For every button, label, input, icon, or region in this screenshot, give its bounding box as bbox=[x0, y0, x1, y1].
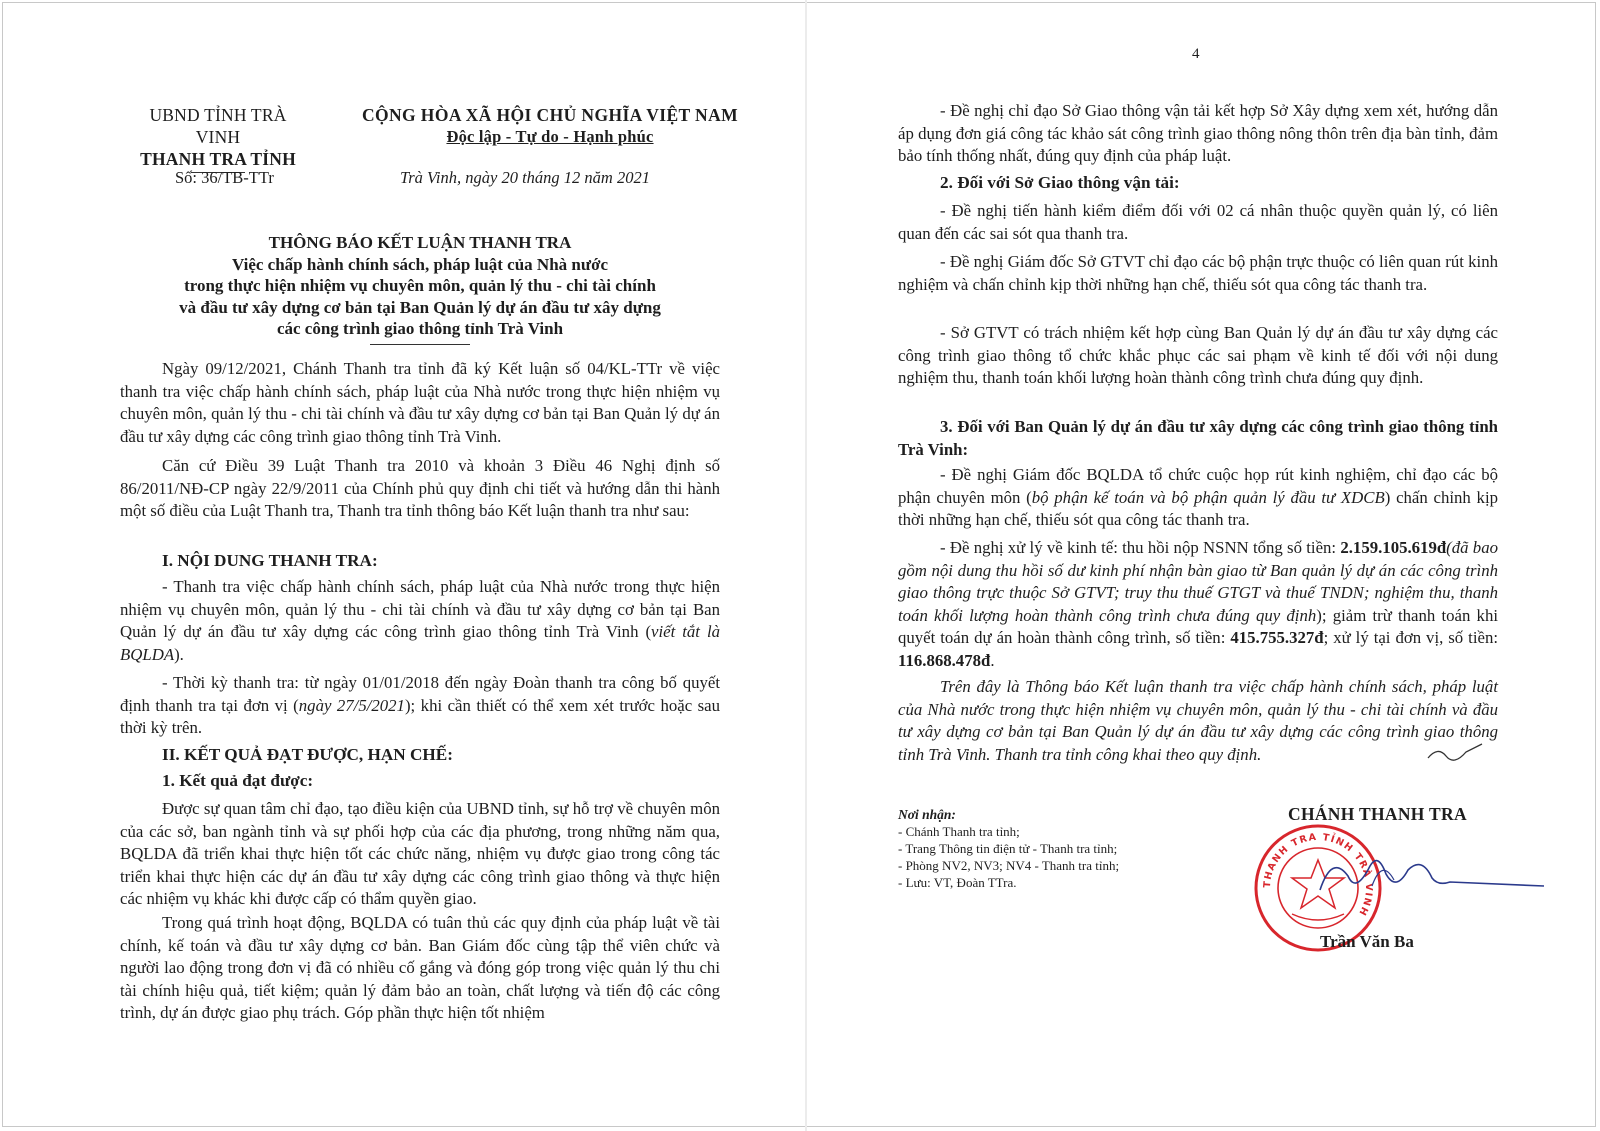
section2-subheading: 1. Kết quả đạt được: bbox=[162, 771, 314, 790]
signer-title: CHÁNH THANH TRA bbox=[1288, 804, 1467, 824]
p6-text-c: ; xử lý tại đơn vị, số tiền: bbox=[1323, 628, 1498, 648]
signer-name: Trần Văn Ba bbox=[1320, 932, 1414, 951]
doc-number: Số: 36/TB-TTr bbox=[175, 168, 274, 187]
section1-paragraph-2 bbox=[120, 672, 720, 740]
initial-mark-icon bbox=[1426, 740, 1486, 766]
p6-text-b: ); giảm trừ thanh toán khi quyết toán dự án hoàn thành công trình, số tiền: bbox=[898, 605, 1498, 648]
section2-paragraph-1: Được sự quan tâm chỉ đạo, tạo điều kiện của UBND tỉnh, sự hỗ trợ về chuyên môn của các sở, ban ngành tỉnh và sự phối hợp của các địa phương, trong những năm qua, BQLDA đã triển khai thực hiện tốt các chức năng, nhiệm vụ được giao trong công tác triển khai thực hiện các dự án đầu tư xây dựng các công trình giao thông và thực hiện các nhiệm vụ khác khi được cấp có thẩm quyền giao. bbox=[120, 799, 720, 909]
title-sub3: và đầu tư xây dựng cơ bản tại Ban Quản lý dự án đầu tư xây dựng bbox=[179, 297, 661, 317]
closing-paragraph: Trên đây là Thông báo Kết luận thanh tra việc chấp hành chính sách, pháp luật của Nhà nước trong thực hiện nhiệm vụ chuyên môn, quản lý thu - chi tài chính và đầu tư xây dựng cơ bản tại Ban Quản lý dự án đầu tư xây dựng các công trình giao thông tỉnh Trà Vinh. Thanh tra tỉnh công khai theo quy định. bbox=[898, 677, 1498, 764]
amount-onsite: 116.868.478đ bbox=[898, 650, 991, 670]
section1-p2-end: ); khi cần thiết có thể xem xét trước hoặc sau thời kỳ trên. bbox=[120, 695, 721, 738]
recipient-1: - Chánh Thanh tra tỉnh; bbox=[898, 824, 1020, 839]
section1-p2-italic: ngày 27/5/2021 bbox=[298, 695, 405, 715]
right-paragraph-1: - Đề nghị chỉ đạo Sở Giao thông vận tải kết hợp Sở Xây dựng xem xét, hướng dẫn áp dụng đơn giá công tác khảo sát công trình giao thông nông thôn trên địa bàn tỉnh, đảm bảo tính thống nhất, đúng quy định của pháp luật. bbox=[898, 101, 1498, 166]
right-paragraph-2: - Đề nghị tiến hành kiểm điểm đối với 02 cá nhân thuộc quyền quản lý, có liên quan đến các sai sót qua thanh tra. bbox=[898, 201, 1498, 243]
right-page bbox=[800, 0, 1600, 1131]
title-sub4: các công trình giao thông tỉnh Trà Vinh bbox=[276, 319, 564, 338]
nation-line2 bbox=[340, 126, 760, 148]
title-sub1: Việc chấp hành chính sách, pháp luật của Nhà nước bbox=[231, 254, 609, 274]
section1-paragraph-1 bbox=[120, 576, 720, 666]
issuer-line2: THANH TRA TỈNH bbox=[140, 149, 296, 169]
intro-paragraph-1: Ngày 09/12/2021, Chánh Thanh tra tỉnh đã ký Kết luận số 04/KL-TTr về việc thanh tra việc chấp hành chính sách, pháp luật của Nhà nước trong thực hiện nhiệm vụ chuyên môn, quản lý thu - chi tài chính và đầu tư xây dựng cơ bản tại Ban Quản lý dự án đầu tư xây dựng các công trình giao thông tỉnh Trà Vinh. bbox=[120, 359, 720, 446]
seal-text: THANH TRA TỈNH TRÀ VINH bbox=[1261, 831, 1375, 919]
intro-paragraph-2: Căn cứ Điều 39 Luật Thanh tra 2010 và khoản 3 Điều 46 Nghị định số 86/2011/NĐ-CP ngày 22/9/2011 của Chính phủ quy định chi tiết và hướng dẫn thi hành một số điều của Luật Thanh tra, Thanh tra tỉnh thông báo Kết luận thanh tra như sau: bbox=[120, 456, 720, 521]
recipients-title: Nơi nhận: bbox=[898, 807, 956, 822]
recipients-block bbox=[898, 806, 1228, 891]
title-main: THÔNG BÁO KẾT LUẬN THANH TRA bbox=[268, 233, 572, 252]
p6-text-d: . bbox=[990, 650, 995, 670]
section1-p1-end: ). bbox=[174, 644, 184, 664]
amount-recovery: 2.159.105.619đ bbox=[1340, 538, 1447, 557]
p6-text-a: - Đề nghị xử lý về kinh tế: thu hồi nộp NSNN tổng số tiền: bbox=[940, 538, 1341, 557]
p5-end: ) chấn chỉnh kịp thời những hạn chế, thiếu sót qua công tác thanh tra. bbox=[898, 487, 1498, 530]
title-sub2: trong thực hiện nhiệm vụ chuyên môn, quản lý thu - chi tài chính bbox=[184, 276, 656, 295]
place-date: Trà Vinh, ngày 20 tháng 12 năm 2021 bbox=[400, 168, 650, 187]
section1-p1-italic: viết tắt là BQLDA bbox=[120, 622, 721, 664]
heading-2: 2. Đối với Sở Giao thông vận tải: bbox=[940, 173, 1180, 192]
national-header bbox=[340, 104, 760, 148]
section1-p1-text: - Thanh tra việc chấp hành chính sách, pháp luật của Nhà nước trong thực hiện nhiệm vụ chuyên môn, quản lý thu - chi tài chính và đầu tư xây dựng cơ bản tại Ban Quản lý dự án đầu tư xây dựng các công trình giao thông tỉnh Trà Vinh ( bbox=[120, 577, 720, 642]
section2-heading: II. KẾT QUẢ ĐẠT ĐƯỢC, HẠN CHẾ: bbox=[162, 745, 453, 764]
motto: Độc lập - Tự do - Hạnh phúc bbox=[446, 127, 654, 146]
recipient-3: - Phòng NV2, NV3; NV4 - Thanh tra tỉnh; bbox=[898, 858, 1120, 873]
nation-line1: CỘNG HÒA XÃ HỘI CHỦ NGHĨA VIỆT NAM bbox=[361, 105, 739, 125]
issuer-line1: UBND TỈNH TRÀ VINH bbox=[149, 105, 287, 147]
section1-p2-text: - Thời kỳ thanh tra: từ ngày 01/01/2018 đến ngày Đoàn thanh tra công bố quyết định thanh tra tại đơn vị ( bbox=[120, 673, 720, 715]
p5-italic: bộ phận kế toán và bộ phận quản lý đầu tư XDCB bbox=[1031, 487, 1385, 507]
right-paragraph-4: - Sở GTVT có trách nhiệm kết hợp cùng Ban Quản lý dự án đầu tư xây dựng các công trình giao thông tổ chức khắc phục các sai phạm về kinh tế đối với nội dung nghiệm thu, thanh toán khối lượng hoàn thành công trình chưa đúng quy định. bbox=[898, 323, 1498, 388]
p5-text: - Đề nghị Giám đốc BQLDA tổ chức cuộc họp rút kinh nghiệm, chỉ đạo các bộ phận chuyên môn ( bbox=[898, 465, 1498, 507]
section1-heading: I. NỘI DUNG THANH TRA: bbox=[162, 551, 378, 570]
recipient-4: - Lưu: VT, Đoàn TTra. bbox=[898, 875, 1017, 890]
signature-icon bbox=[1312, 846, 1552, 906]
right-paragraph-3: - Đề nghị Giám đốc Sở GTVT chỉ đạo các bộ phận trực thuộc có liên quan rút kinh nghiệm và chấn chỉnh kịp thời những hạn chế, thiếu sót qua công tác thanh tra. bbox=[898, 252, 1498, 294]
issuer-block bbox=[128, 104, 308, 173]
section2-paragraph-2: Trong quá trình hoạt động, BQLDA có tuân thủ các quy định của pháp luật về tài chính, kế toán và đầu tư xây dựng cơ bản. Ban Giám đốc cùng tập thể viên chức và người lao động trong đơn vị đã có nhiều cố gắng và đóng góp trong việc quản lý thu chi tài chính hiệu quả, tiết kiệm; quản lý đảm bảo an toàn, chất lượng và tiến độ các công trình, dự án được giao phụ trách. Góp phần thực hiện tốt nhiệm bbox=[120, 913, 720, 1023]
title-underline bbox=[370, 344, 470, 345]
amount-deduction: 415.755.327đ bbox=[1230, 628, 1324, 648]
page-number: 4 bbox=[1192, 46, 1200, 62]
right-paragraph-6 bbox=[898, 537, 1498, 673]
recipient-2: - Trang Thông tin điện tử - Thanh tra tỉnh; bbox=[898, 841, 1118, 856]
p6-italic: (đã bao gồm nội dung thu hồi số dư kinh phí nhận bàn giao từ Ban quản lý dự án các công trình giao thông trực thuộc Sở GTVT; truy thu thuế GTGT và thuế TNDN; nghiệm thu, thanh toán khối lượng hoàn thành công trình chưa đúng quy định bbox=[898, 538, 1498, 625]
document-title bbox=[150, 232, 690, 345]
heading-3: 3. Đối với Ban Quản lý dự án đầu tư xây dựng các công trình giao thông tỉnh Trà Vinh: bbox=[898, 417, 1498, 459]
right-paragraph-5 bbox=[898, 464, 1498, 532]
